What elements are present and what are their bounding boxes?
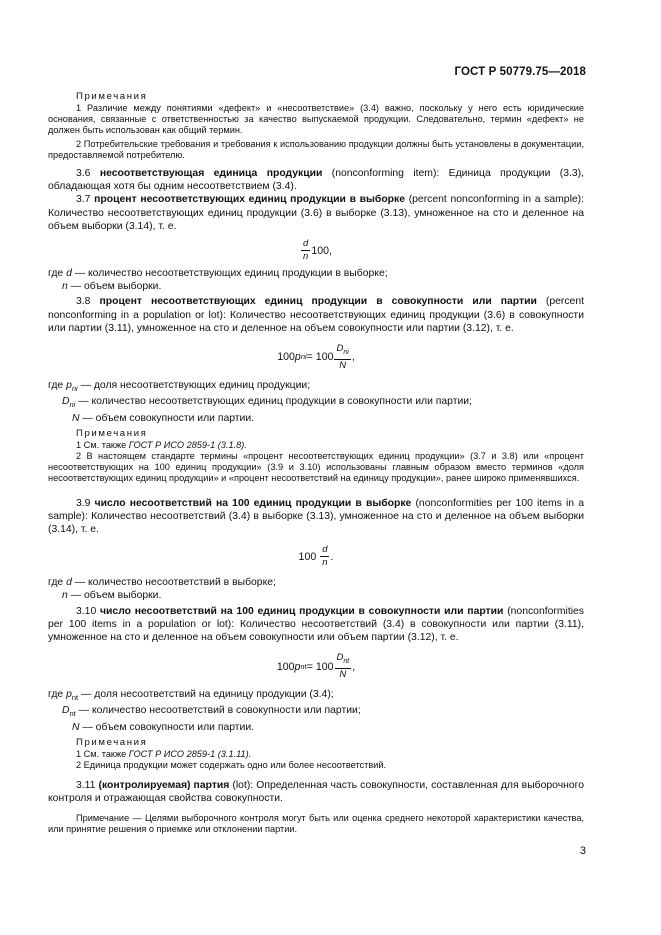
where-line: где d — количество несоответствующих единиц продукции в выборке;	[48, 268, 388, 280]
where-line: $D_{nt}$ — количество несоответствий в совокупности или партии;	[62, 705, 361, 719]
note-item: 1 Различие между понятиями «дефект» и «несоответствие» (3.4) важно, поскольку у него есть юридические основания, связанные с ответственностью за качество выпускаемой продукции. Следовательно, термин «дефект» не должен быть использован как общий термин.	[48, 103, 584, 136]
note-item: 1 См. также ГОСТ Р ИСО 2859-1 (3.1.11).	[76, 748, 252, 759]
section-3-6: 3.6 несоответствующая единица продукции (nonconforming item): Единица продукции (3.3), обладающая хотя бы одним несоответствием (3.4).	[48, 168, 585, 193]
section-3-8: 3.8 процент несоответствующих единиц продукции в совокупности или партии (percent nonconforming in a population or lot): Количество несоответствующих единиц продукции (3.6) в совокупности или партии (3.11), умноженное на сто и деленное на объем совокупности или партии (3.12), т. е.	[48, 296, 584, 334]
document-body	[48, 88, 584, 835]
term: число несоответствий на 100 единиц продукции в совокупности или партии	[100, 605, 504, 617]
notes-block-2	[48, 428, 584, 485]
term: процент несоответствующих единиц продукции в выборке	[94, 194, 405, 206]
where-line: N — объем совокупности или партии.	[72, 412, 255, 424]
term: (контролируемая) партия	[98, 780, 230, 792]
where-line: где $p_{nt}$ — доля несоответствий на единицу продукции (3.4);	[48, 689, 334, 703]
section-3-9: 3.9 число несоответствий на 100 единиц продукции в выборке (nonconformities per 100 items in a sample): Количество несоответствий (3.4) в выборке (3.13), умноженное на сто и деленное на объем выборки (3.14), т. е.	[48, 497, 584, 535]
formula-3-9: 100 $\frac{d}{n}$ .	[298, 544, 334, 569]
where-line: N — объем совокупности или партии.	[72, 721, 255, 733]
term: несоответствующая единица продукции	[99, 168, 323, 180]
formula-3-10: 100 p nt = 100 $\frac{D_{nt}}{N}$ ,	[276, 652, 356, 681]
where-line: где d — количество несоответствий в выборке;	[48, 577, 276, 589]
where-line: $D_{ni}$ — количество несоответствующих единиц продукции в совокупности или партии;	[62, 396, 472, 410]
note-item: 2 Потребительские требования и требования к использованию продукции должны быть установлены в документации, предоставляемой потребителю.	[48, 138, 584, 160]
note-item: 1 См. также ГОСТ Р ИСО 2859-1 (3.1.8).	[76, 439, 247, 450]
notes-block-1	[48, 91, 584, 161]
notes-block-3	[48, 737, 584, 771]
note-item: 2 Единица продукции может содержать одно или более несоответствий.	[76, 760, 387, 770]
page-number: 3	[579, 845, 586, 857]
document-code: ГОСТ Р 50779.75—2018	[454, 66, 586, 78]
where-line: n — объем выборки.	[62, 281, 162, 293]
note-item: 2 В настоящем стандарте термины «процент несоответствующих единиц продукции» (3.7 и 3.8) или «процент несоответствующих на 100 единиц продукции» (3.9 и 3.10) использованы главным образом вместо терминов «доля несоответствующих единиц продукции» и «процент несоответствий на единицу продукции», ранее широко применявшихся.	[48, 450, 584, 484]
where-line: n — объем выборки.	[62, 590, 162, 602]
where-line: где $p_{ni}$ — доля несоответствующих единиц продукции;	[48, 379, 311, 394]
section-3-11: 3.11 (контролируемая) партия (lot): Определенная часть совокупности, составленная для выборочного контроля и отражающая свойства совокупности.	[48, 780, 584, 805]
term: процент несоответствующих единиц продукции в совокупности или партии	[99, 296, 537, 308]
term: число несоответствий на 100 единиц продукции в выборке	[94, 497, 412, 509]
notes-heading: Примечания	[76, 91, 148, 102]
section-3-7: 3.7 процент несоответствующих единиц продукции в выборке (percent nonconforming in a sample): Количество несоответствующих единиц продукции (3.6) в выборке (3.13), умноженное на сто и деленное на объем выборки (3.14), т. е.	[48, 194, 585, 232]
note-single: Примечание — Целями выборочного контроля могут быть или оценка среднего некоторой характеристики качества, или принятие решения о приемке или отклонении партии.	[48, 812, 584, 834]
section-3-10: 3.10 число несоответствий на 100 единиц продукции в совокупности или партии (nonconformities per 100 items in a population or lot): Количество несоответствий (3.4) в совокупности или партии (3.11), умноженное на сто и деленное на объем совокупности или объем партии (3.12), т. е.	[48, 605, 585, 643]
notes-heading: Примечания	[76, 736, 148, 748]
formula-3-8: 100 p ni = 100 $\frac{D_{ni}}{N}$ ,	[277, 343, 355, 371]
formula-3-7: $\frac{d}{n}$ 100,	[303, 238, 332, 263]
notes-heading: Примечания	[76, 427, 148, 439]
